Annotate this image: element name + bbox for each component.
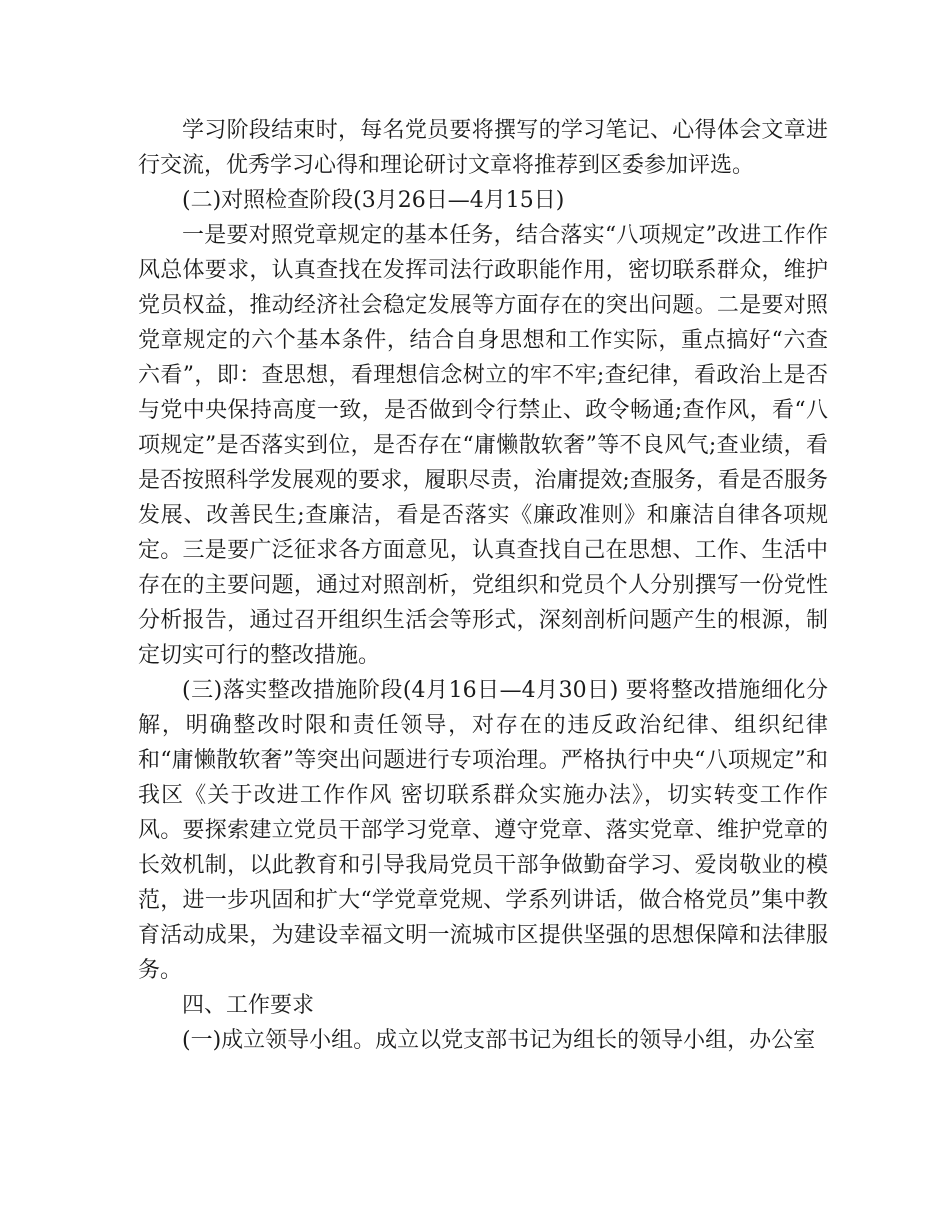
- section-heading-work-requirements: 四、工作要求: [182, 993, 315, 1018]
- paragraph-rectification-stage: (三)落实整改措施阶段(4月16日—4月30日) 要将整改措施细化分解，明确整改时限和责任领导，对存在的违反政治纪律、组织纪律和“庸懒散软奢”等突出问题进行专项治理。严格执行中央“八项规定”和我区《关于改进工作作风 密切联系群众实施办法》，切实转变工作作风。要探索建立党员干部学习党章、遵守党章、落实党章、维护党章的长效机制，以此教育和引导我局党员干部争做勤奋学习、爱岗敬业的模范，进一步巩固和扩大“学党章党规、学系列讲话，做合格党员”集中教育活动成果，为建设幸福文明一流城市区提供坚强的思想保障和法律服务。: [138, 678, 828, 983]
- paragraph-leadership-group: (一)成立领导小组。成立以党支部书记为组长的领导小组，办公室: [182, 1028, 816, 1053]
- paragraph-study-summary: 学习阶段结束时，每名党员要将撰写的学习笔记、心得体会文章进行交流，优秀学习心得和理论研讨文章将推荐到区委参加评选。: [138, 118, 828, 178]
- document-body: [138, 113, 828, 1058]
- paragraph-review-details: 一是要对照党章规定的基本任务，结合落实“八项规定”改进工作作风总体要求，认真查找在发挥司法行政职能作用，密切联系群众，维护党员权益，推动经济社会稳定发展等方面存在的突出问题。二是要对照党章规定的六个基本条件，结合自身思想和工作实际，重点搞好“六查六看”，即：查思想，看理想信念树立的牢不牢;查纪律，看政治上是否与党中央保持高度一致，是否做到令行禁止、政令畅通;查作风，看“八项规定”是否落实到位，是否存在“庸懒散软奢”等不良风气;查业绩，看是否按照科学发展观的要求，履职尽责，治庸提效;查服务，看是否服务发展、改善民生;查廉洁，看是否落实《廉政准则》和廉洁自律各项规定。三是要广泛征求各方面意见，认真查找自己在思想、工作、生活中存在的主要问题，通过对照剖析，党组织和党员个人分别撰写一份党性分析报告，通过召开组织生活会等形式，深刻剖析问题产生的根源，制定切实可行的整改措施。: [138, 223, 828, 668]
- section-heading-review-stage: (二)对照检查阶段(3月26日—4月15日): [182, 188, 565, 213]
